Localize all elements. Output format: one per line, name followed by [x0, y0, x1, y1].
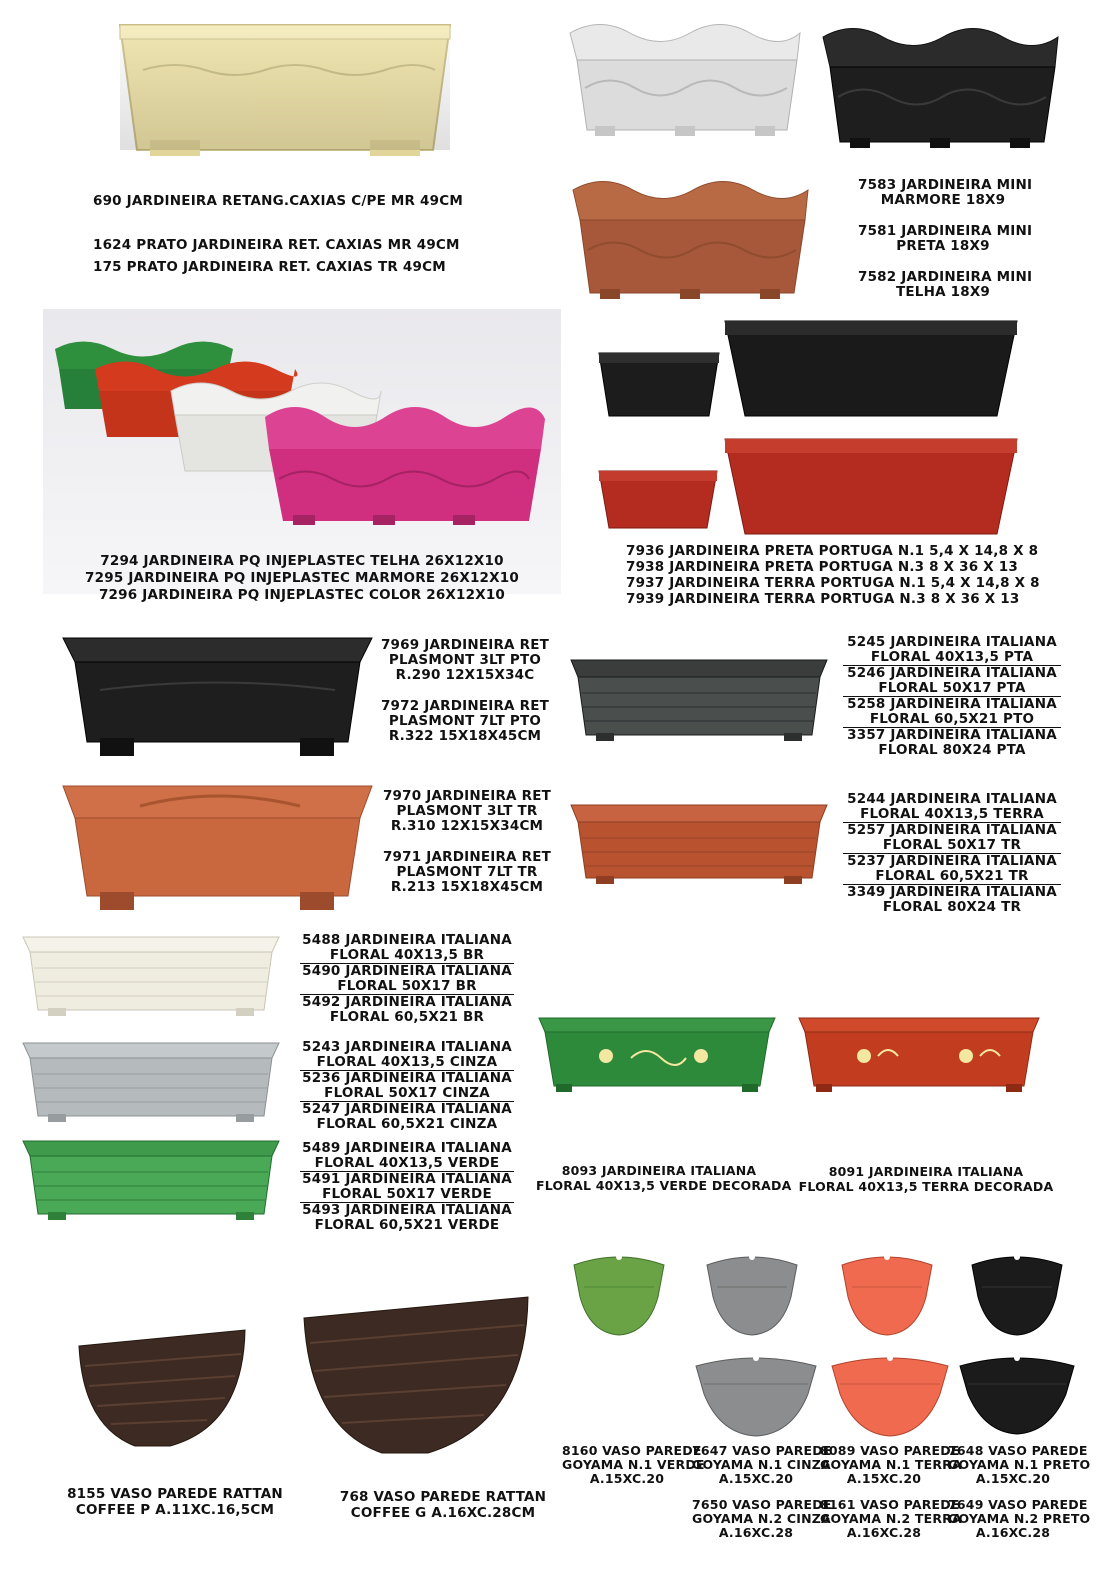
caption-5236-l1: 5236 JARDINEIRA ITALIANA: [302, 1070, 512, 1086]
caption-5244-l1: 5244 JARDINEIRA ITALIANA: [847, 791, 1057, 807]
caption-7649-l1: 7649 VASO PAREDE: [948, 1497, 1088, 1512]
caption-8089-l1: 8089 VASO PAREDE: [820, 1443, 960, 1458]
goyama-7649-image: [956, 1350, 1078, 1436]
caption-7972-l1: 7972 JARDINEIRA RET: [380, 698, 550, 714]
planter-7969-image: [60, 630, 375, 760]
caption-7648-l3: A.15XC.20: [975, 1471, 1051, 1486]
caption-5243-l2: FLORAL 40X13,5 CINZA: [300, 1054, 514, 1071]
planter-italiana-verde-image: [20, 1136, 282, 1224]
planter-690-image: [115, 20, 455, 160]
rattan-pot-8155-image: [75, 1326, 250, 1450]
caption-3357-l1: 3357 JARDINEIRA ITALIANA: [847, 727, 1057, 743]
caption-8089-l2: GOYAMA N.1 TERRA: [820, 1457, 962, 1472]
caption-7648-l1: 7648 VASO PAREDE: [948, 1443, 1088, 1458]
caption-8093-l2: FLORAL 40X13,5 VERDE DECORADA: [536, 1178, 792, 1193]
planter-7582-image: [568, 175, 813, 303]
caption-5488-l1: 5488 JARDINEIRA ITALIANA: [302, 932, 512, 948]
caption-5243-l1: 5243 JARDINEIRA ITALIANA: [302, 1039, 512, 1055]
caption-768-l2: COFFEE G A.16XC.28CM: [350, 1505, 536, 1521]
planter-italiana-cinza-image: [20, 1038, 282, 1126]
caption-8160-l1: 8160 VASO PAREDE: [562, 1443, 702, 1458]
caption-5490-l1: 5490 JARDINEIRA ITALIANA: [302, 963, 512, 979]
caption-5257-l1: 5257 JARDINEIRA ITALIANA: [847, 822, 1057, 838]
caption-5492-l2: FLORAL 60,5X21 BR: [329, 1009, 485, 1025]
caption-8155-l2: COFFEE P A.11XC.16,5CM: [75, 1502, 275, 1518]
caption-7650-l2: GOYAMA N.2 CINZA: [692, 1511, 831, 1526]
caption-5493-l2: FLORAL 60,5X21 VERDE: [314, 1217, 500, 1233]
planter-italiana-branca-image: [20, 932, 282, 1020]
caption-5488-l2: FLORAL 40X13,5 BR: [300, 947, 514, 964]
caption-8161-l3: A.16XC.28: [846, 1525, 922, 1540]
caption-3357-l2: FLORAL 80X24 PTA: [878, 742, 1026, 758]
caption-7970-l3: R.310 12X15X34CM: [390, 818, 544, 834]
caption-8091-l2: FLORAL 40X13,5 TERRA DECORADA: [798, 1179, 1054, 1194]
caption-5244-l2: FLORAL 40X13,5 TERRA: [843, 806, 1061, 823]
goyama-7648-image: [966, 1247, 1068, 1339]
caption-7972-l2: PLASMONT 7LT PTO: [388, 713, 542, 729]
caption-5237-l1: 5237 JARDINEIRA ITALIANA: [847, 853, 1057, 869]
planter-7970-image: [60, 778, 375, 913]
caption-5489-l1: 5489 JARDINEIRA ITALIANA: [302, 1140, 512, 1156]
caption-7970-l1: 7970 JARDINEIRA RET: [382, 788, 552, 804]
caption-5246-l2: FLORAL 50X17 PTA: [843, 680, 1061, 697]
caption-5237-l2: FLORAL 60,5X21 TR: [843, 868, 1061, 885]
caption-5492-l1: 5492 JARDINEIRA ITALIANA: [302, 994, 512, 1010]
caption-768-l1: 768 VASO PAREDE RATTAN: [339, 1489, 547, 1505]
caption-5245-l1: 5245 JARDINEIRA ITALIANA: [847, 634, 1057, 650]
caption-175: 175 PRATO JARDINEIRA RET. CAXIAS TR 49CM: [93, 259, 446, 275]
caption-7648-l2: GOYAMA N.1 PRETO: [948, 1457, 1091, 1472]
caption-5258-l1: 5258 JARDINEIRA ITALIANA: [847, 696, 1057, 712]
goyama-8160-image: [568, 1247, 670, 1339]
caption-1624: 1624 PRATO JARDINEIRA RET. CAXIAS MR 49CM: [93, 237, 460, 253]
planter-italiana-preta-image: [568, 655, 830, 745]
caption-7647-l1: 7647 VASO PAREDE: [692, 1443, 832, 1458]
planter-7583-image: [565, 18, 805, 140]
planter-italiana-terra-image: [568, 800, 830, 888]
caption-5247-l2: FLORAL 60,5X21 CINZA: [316, 1116, 498, 1132]
caption-5491-l2: FLORAL 50X17 VERDE: [300, 1186, 514, 1203]
planter-7938-image: [722, 318, 1020, 420]
planter-7936-image: [596, 350, 722, 420]
caption-7971-l3: R.213 15X18X45CM: [390, 879, 544, 895]
planter-8091-image: [796, 1014, 1042, 1096]
caption-3349-l1: 3349 JARDINEIRA ITALIANA: [847, 884, 1057, 900]
caption-690: 690 JARDINEIRA RETANG.CAXIAS C/PE MR 49CM: [93, 193, 463, 209]
caption-7581-l2: PRETA 18X9: [896, 238, 990, 254]
caption-8155-l1: 8155 VASO PAREDE RATTAN: [67, 1486, 283, 1502]
caption-7581-l1: 7581 JARDINEIRA MINI: [858, 223, 1033, 239]
caption-5491-l1: 5491 JARDINEIRA ITALIANA: [302, 1171, 512, 1187]
goyama-7650-image: [692, 1350, 820, 1438]
caption-7936: 7936 JARDINEIRA PRETA PORTUGA N.1 5,4 X 14,8 X 8: [626, 543, 1039, 559]
caption-7650-l3: A.16XC.28: [718, 1525, 794, 1540]
caption-7649-l2: GOYAMA N.2 PRETO: [948, 1511, 1091, 1526]
caption-8089-l3: A.15XC.20: [846, 1471, 922, 1486]
planter-7581-image: [818, 22, 1063, 152]
caption-7647-l3: A.15XC.20: [718, 1471, 794, 1486]
caption-5236-l2: FLORAL 50X17 CINZA: [300, 1085, 514, 1102]
caption-7969-l2: PLASMONT 3LT PTO: [388, 652, 542, 668]
caption-8160-l2: GOYAMA N.1 VERDE: [562, 1457, 705, 1472]
caption-7647-l2: GOYAMA N.1 CINZA: [692, 1457, 831, 1472]
goyama-8161-image: [828, 1350, 952, 1438]
caption-5247-l1: 5247 JARDINEIRA ITALIANA: [302, 1101, 512, 1117]
caption-5258-l2: FLORAL 60,5X21 PTO: [843, 711, 1061, 728]
caption-7583-l2: MARMORE 18X9: [880, 192, 1006, 208]
planter-7937-image: [596, 468, 720, 532]
caption-7971-l2: PLASMONT 7LT TR: [396, 864, 538, 880]
goyama-8089-image: [836, 1247, 938, 1339]
caption-7582-l2: TELHA 18X9: [895, 284, 991, 300]
caption-8091-l1: 8091 JARDINEIRA ITALIANA: [828, 1164, 1024, 1179]
caption-7939: 7939 JARDINEIRA TERRA PORTUGA N.3 8 X 36 X 13: [626, 591, 1020, 607]
caption-7650-l1: 7650 VASO PAREDE: [692, 1497, 832, 1512]
caption-8161-l1: 8161 VASO PAREDE: [820, 1497, 960, 1512]
photo-injeplastec: [43, 309, 561, 594]
caption-5489-l2: FLORAL 40X13,5 VERDE: [300, 1155, 514, 1172]
rattan-pot-768-image: [300, 1293, 532, 1458]
caption-5257-l2: FLORAL 50X17 TR: [843, 837, 1061, 854]
planter-8093-image: [536, 1014, 778, 1096]
caption-5490-l2: FLORAL 50X17 BR: [300, 978, 514, 995]
caption-7969-l1: 7969 JARDINEIRA RET: [380, 637, 550, 653]
caption-7582-l1: 7582 JARDINEIRA MINI: [858, 269, 1033, 285]
caption-7970-l2: PLASMONT 3LT TR: [396, 803, 538, 819]
caption-7583-l1: 7583 JARDINEIRA MINI: [858, 177, 1033, 193]
planter-7939-image: [722, 436, 1020, 538]
caption-5245-l2: FLORAL 40X13,5 PTA: [843, 649, 1061, 666]
caption-5246-l1: 5246 JARDINEIRA ITALIANA: [847, 665, 1057, 681]
caption-5493-l1: 5493 JARDINEIRA ITALIANA: [302, 1202, 512, 1218]
caption-7971-l1: 7971 JARDINEIRA RET: [382, 849, 552, 865]
caption-8160-l3: A.15XC.20: [589, 1471, 665, 1486]
caption-7295: 7295 JARDINEIRA PQ INJEPLASTEC MARMORE 26X12X10: [85, 570, 519, 586]
caption-7294: 7294 JARDINEIRA PQ INJEPLASTEC TELHA 26X12X10: [100, 553, 504, 569]
goyama-7647-image: [701, 1247, 803, 1339]
caption-8093-l1: 8093 JARDINEIRA ITALIANA: [561, 1163, 757, 1178]
caption-7937: 7937 JARDINEIRA TERRA PORTUGA N.1 5,4 X 14,8 X 8: [626, 575, 1040, 591]
caption-7296: 7296 JARDINEIRA PQ INJEPLASTEC COLOR 26X12X10: [98, 587, 506, 603]
caption-7938: 7938 JARDINEIRA PRETA PORTUGA N.3 8 X 36 X 13: [626, 559, 1018, 575]
caption-7969-l3: R.290 12X15X34C: [395, 667, 535, 683]
caption-8161-l2: GOYAMA N.2 TERRA: [820, 1511, 962, 1526]
caption-7649-l3: A.16XC.28: [975, 1525, 1051, 1540]
caption-7972-l3: R.322 15X18X45CM: [388, 728, 542, 744]
caption-3349-l2: FLORAL 80X24 TR: [882, 899, 1022, 915]
